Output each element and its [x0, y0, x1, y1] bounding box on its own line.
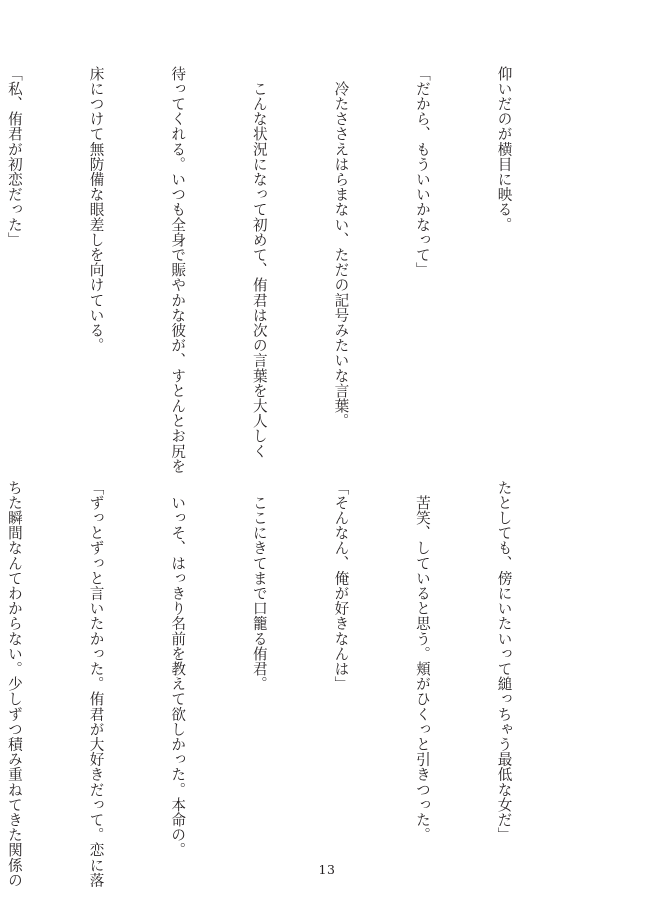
text-line: 「そんなん、俺が好きなんは」 — [332, 480, 350, 692]
page-number: 13 — [318, 862, 336, 877]
text-line: たとしても、傍にいたいって縋っちゃう最低な女だ」 — [495, 480, 513, 843]
text-line: いっそ、はっきり名前を教えて欲しかった。本命の。 — [169, 480, 187, 858]
text-line: こんな状況になって初めて、侑君は次の言葉を大人しく — [250, 66, 268, 459]
upper-text-block — [5, 66, 572, 474]
text-line: 冷たささえはらまない、ただの記号みたいな言葉。 — [332, 66, 350, 429]
text-line: 仰いだのが横目に映る。 — [495, 66, 513, 233]
text-line: 待ってくれる。いつも全身で賑やかな彼が、すとんとお尻を — [169, 66, 187, 474]
text-line: ちた瞬間なんてわからない。少しずつ積み重ねてきた関係の — [5, 480, 23, 888]
text-line: ここにきてまで口籠る侑君。 — [250, 480, 268, 692]
text-line: 苦笑、していると思う。頬がひくっと引きつった。 — [413, 480, 431, 843]
text-line: 「だから、もういいかなって」 — [413, 66, 431, 278]
text-line: 「ずっとずっと言いたかった。侑君が大好きだって。恋に落 — [87, 480, 105, 888]
text-line: 床につけて無防備な眼差しを向けている。 — [87, 66, 105, 353]
text-line: 「私、侑君が初恋だった」 — [5, 66, 23, 248]
